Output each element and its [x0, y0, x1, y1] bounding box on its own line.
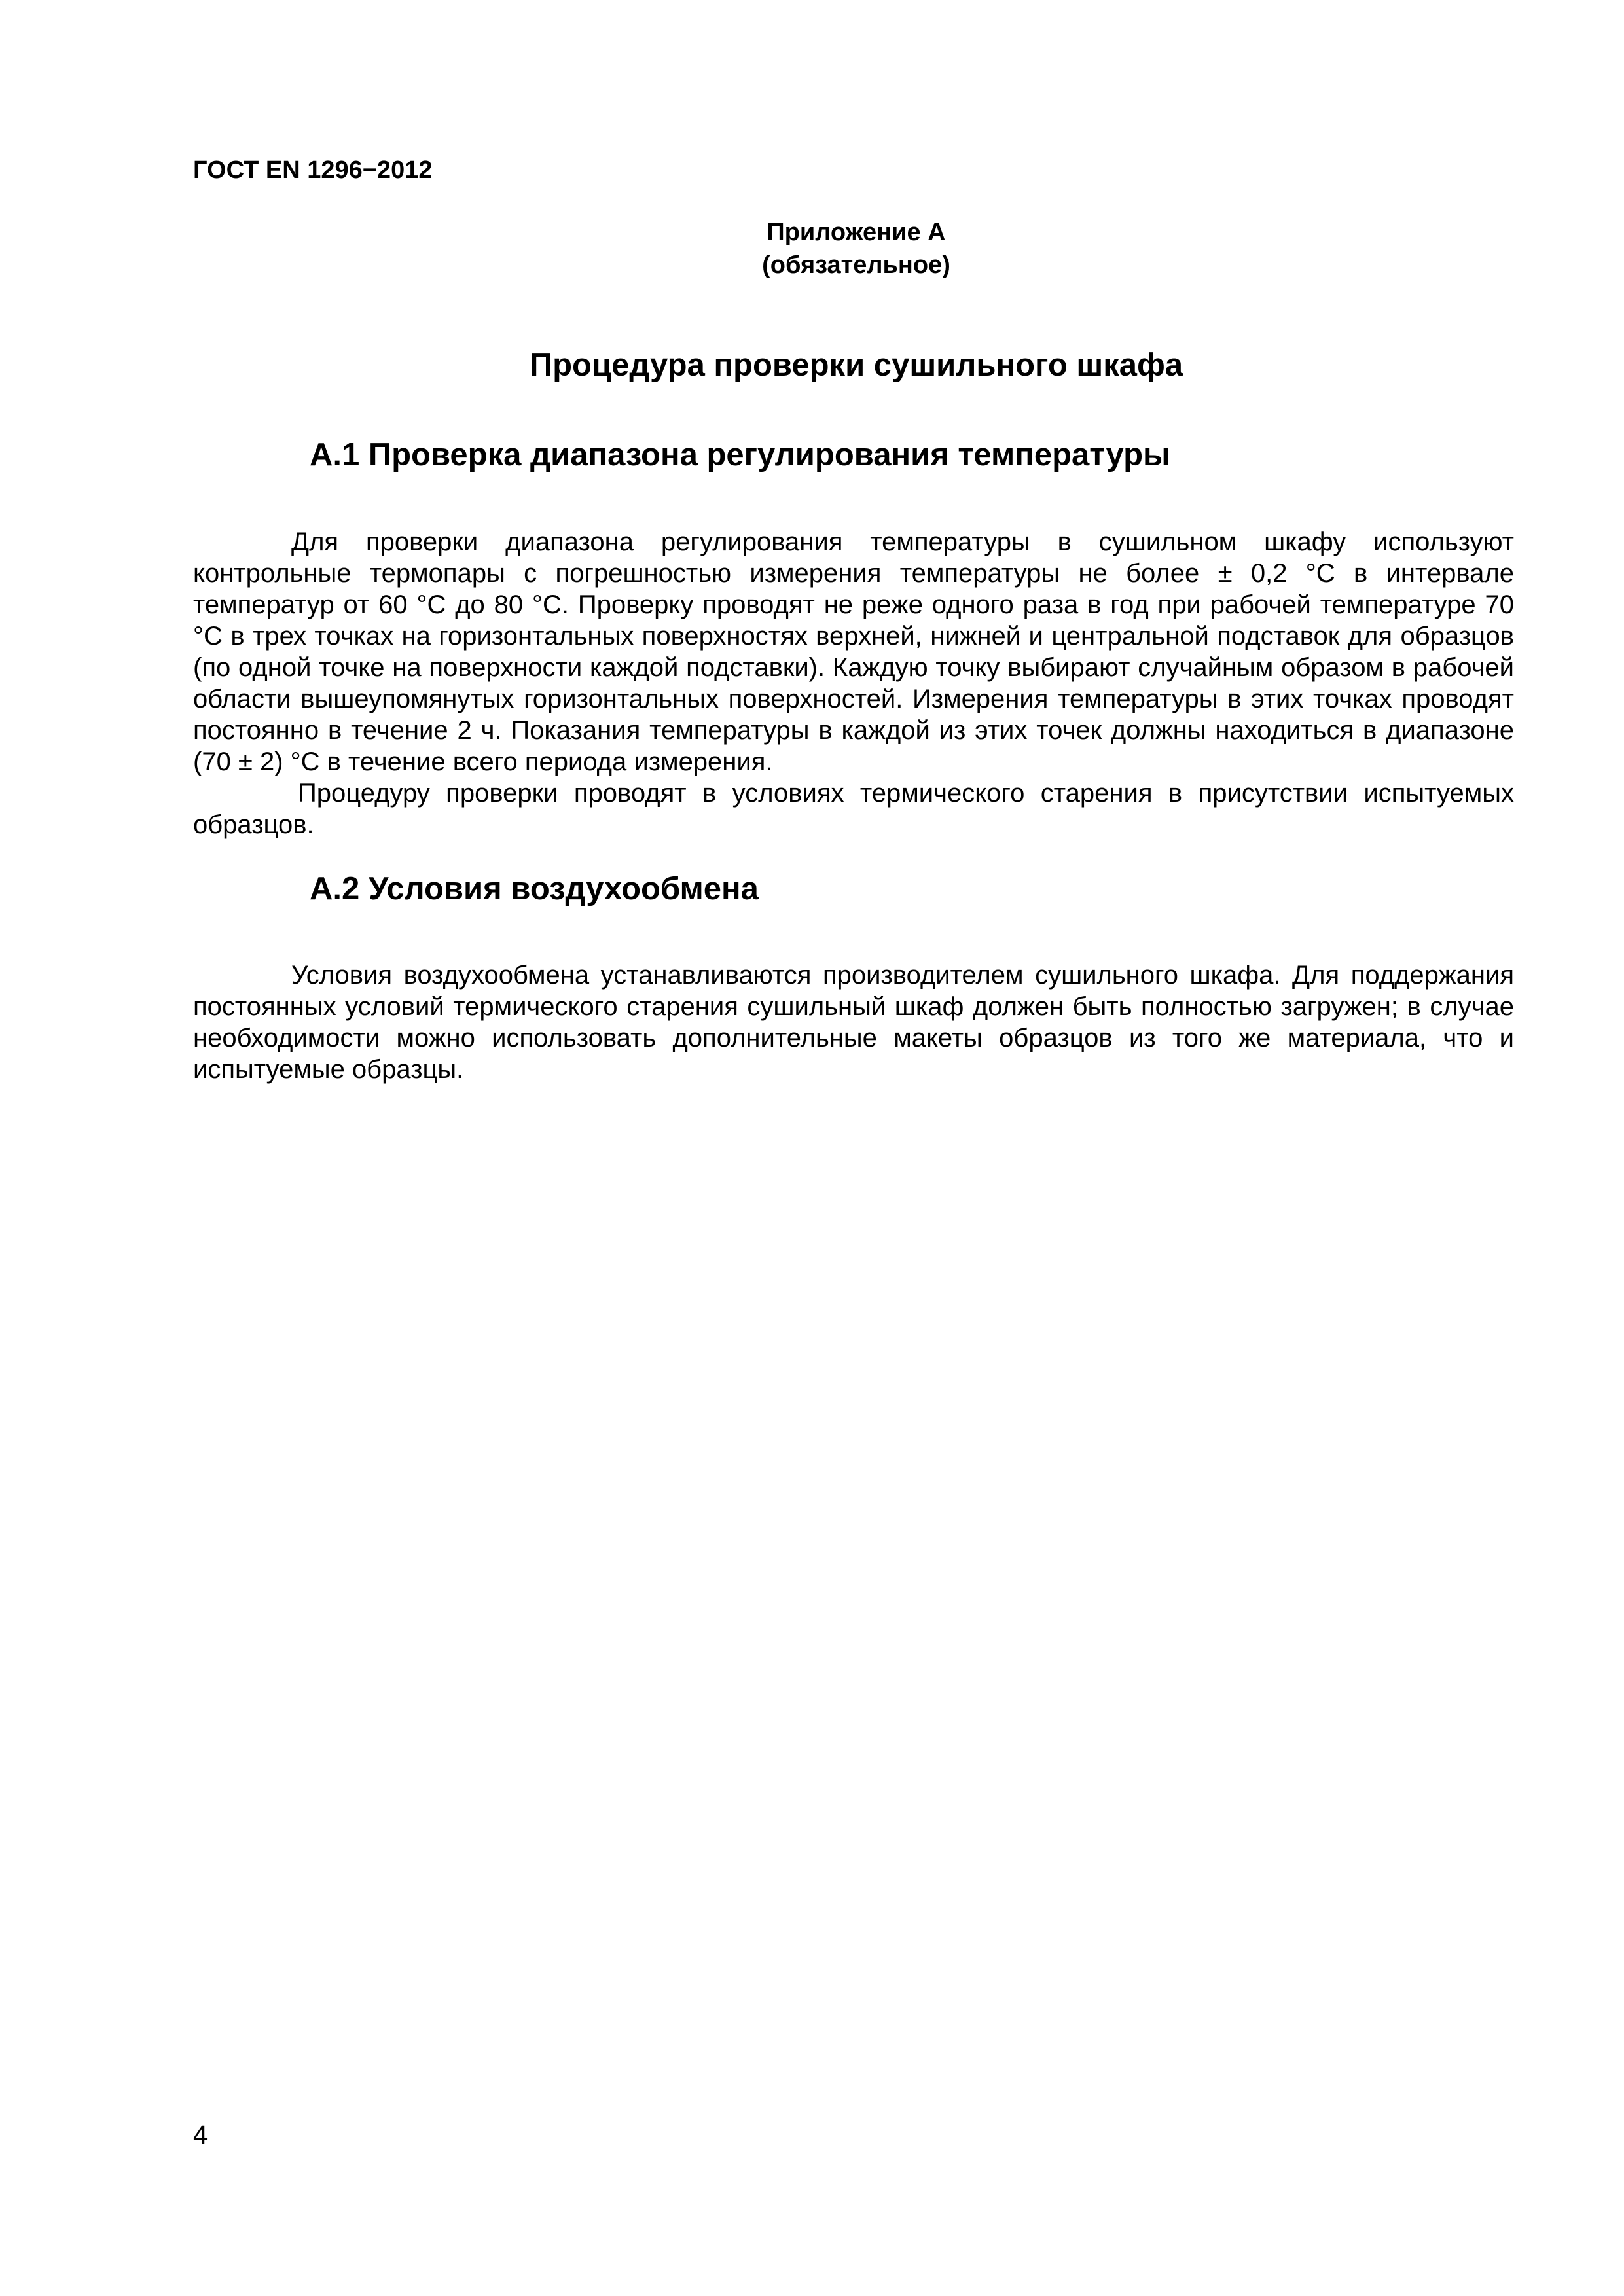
document-code: ГОСТ EN 1296−2012	[193, 156, 433, 184]
page-number: 4	[193, 2121, 208, 2149]
paragraph: Процедуру проверки проводят в условиях термического старения в присутствии испытуемых образцов.	[193, 779, 1514, 839]
main-title: Процедура проверки сушильного шкафа	[529, 348, 1183, 383]
paragraph: Условия воздухообмена устанавливаются производителем сушильного шкафа. Для поддержания постоянных условий термического старения сушильный шкаф должен быть полностью загружен; в случае необходимости можно использовать дополнительные макеты образцов из того же материала, что и испытуемые образцы.	[193, 961, 1514, 1084]
section-heading-a1: А.1 Проверка диапазона регулирования температуры	[310, 437, 1170, 473]
annex-title: Приложение А	[767, 219, 946, 246]
paragraph: Для проверки диапазона регулирования температуры в сушильном шкафу используют контрольные термопары с погрешностью измерения температуры не более ± 0,2 °С в интервале температур от 60 °С до 80 °С. Проверку проводят не реже одного раза в год при рабочей температуре 70 °С в трех точках на горизонтальных поверхностях верхней, нижней и центральной подставок для образцов (по одной точке на поверхности каждой подставки). Каждую точку выбирают случайным образом в рабочей области вышеупомянутых горизонтальных поверхностей. Измерения температуры в этих точках проводят постоянно в течение 2 ч. Показания температуры в каждой из этих точек должны находиться в диапазоне (70 ± 2) °С в течение всего периода измерения.	[193, 528, 1514, 776]
section-heading-a2: А.2 Условия воздухообмена	[310, 871, 759, 906]
annex-kind: (обязательное)	[762, 251, 950, 279]
